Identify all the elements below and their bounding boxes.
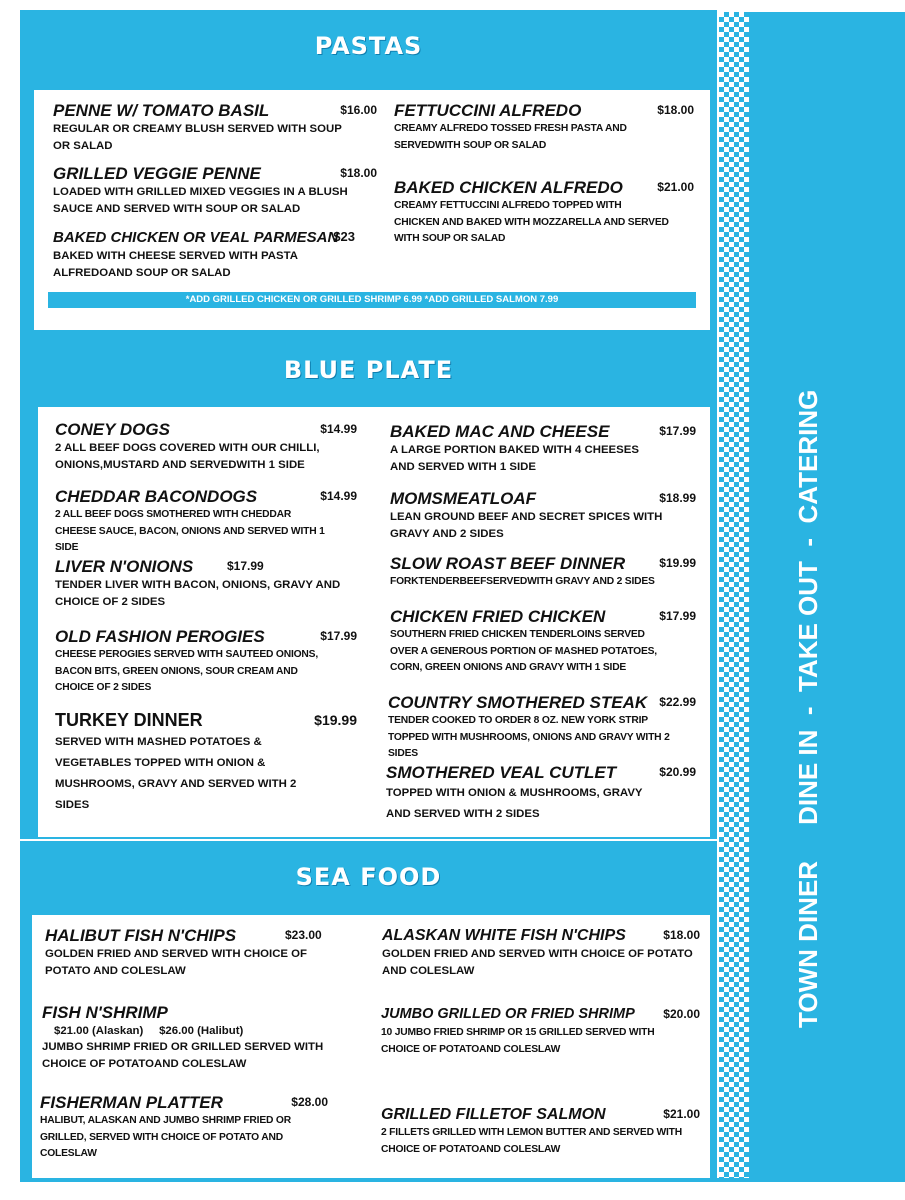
item-description: 10 JUMBO FRIED SHRIMP OR 15 GRILLED SERVED WITH CHOICE OF POTATOAND COLESLAW	[381, 1027, 655, 1055]
item-price: $18.00	[657, 103, 694, 117]
item-description: 2 FILLETS GRILLED WITH LEMON BUTTER AND SERVED WITH CHOICE OF POTATOAND COLESLAW	[381, 1127, 682, 1155]
restaurant-name: TOWN DINER	[793, 860, 823, 1028]
item-description: TENDER LIVER WITH BACON, ONIONS, GRAVY AND CHOICE OF 2 SIDES	[55, 579, 341, 608]
item-description: 2 ALL BEEF DOGS COVERED WITH OUR CHILLI, ONIONS,MUSTARD AND SERVEDWITH 1 SIDE	[55, 442, 320, 471]
item-name: HALIBUT FISH N'CHIPS	[45, 926, 237, 945]
item-price: $17.99	[659, 424, 696, 438]
menu-item	[382, 925, 700, 979]
item-price: $21.00	[663, 1107, 700, 1121]
menu-item	[55, 556, 357, 610]
menu-item	[381, 1104, 700, 1158]
item-name: TURKEY DINNER	[55, 710, 203, 730]
item-price: $14.99	[320, 422, 357, 436]
item-price: $18.00	[663, 928, 700, 942]
item-price: $14.99	[320, 489, 357, 503]
menu-item	[53, 227, 363, 281]
item-description: HALIBUT, ALASKAN AND JUMBO SHRIMP FRIED OR GRILLED, SERVED WITH CHOICE OF POTATO AND COLESLAW	[40, 1115, 291, 1159]
item-price: $17.99	[320, 629, 357, 643]
menu-item	[390, 488, 696, 542]
menu-item	[53, 100, 377, 154]
item-name: CHICKEN FRIED CHICKEN	[390, 607, 606, 626]
item-name: GRILLED VEGGIE PENNE	[53, 164, 261, 183]
item-description: GOLDEN FRIED AND SERVED WITH CHOICE OF POTATO AND COLESLAW	[382, 948, 693, 977]
item-description: 2 ALL BEEF DOGS SMOTHERED WITH CHEDDAR CHEESE SAUCE, BACON, ONIONS AND SERVED WITH 1 SIDE	[55, 509, 325, 553]
item-name: GRILLED FILLETOF SALMON	[381, 1106, 606, 1123]
item-price: $23.00	[285, 928, 322, 942]
pastas-heading: PASTAS	[314, 32, 423, 60]
item-description: LOADED WITH GRILLED MIXED VEGGIES IN A BLUSH SAUCE AND SERVED WITH SOUP OR SALAD	[53, 186, 348, 215]
item-description: CREAMY FETTUCCINI ALFREDO TOPPED WITH CHICKEN AND BAKED WITH MOZZARELLA AND SERVED WITH SOUP OR SALAD	[394, 200, 669, 244]
item-description: SOUTHERN FRIED CHICKEN TENDERLOINS SERVED OVER A GENEROUS PORTION OF MASHED POTATOES, CORN, GREEN ONIONS AND GRAVY WITH 1 SIDE	[390, 629, 657, 673]
services-text: DINE IN - TAKE OUT - CATERING	[793, 389, 823, 825]
checkered-border	[719, 12, 749, 1178]
item-name: PENNE W/ TOMATO BASIL	[53, 101, 270, 120]
item-description: CREAMY ALFREDO TOSSED FRESH PASTA AND SERVEDWITH SOUP OR SALAD	[394, 123, 627, 151]
menu-item	[53, 163, 377, 217]
item-price: $19.99	[314, 712, 357, 728]
item-price: $18.99	[659, 491, 696, 505]
menu-item	[45, 925, 335, 979]
item-price-options: $21.00 (Alaskan) $26.00 (Halibut)	[54, 1025, 244, 1037]
side-banner-text	[788, 28, 828, 1028]
item-price: $22.99	[659, 695, 696, 709]
item-price: $16.00	[340, 103, 377, 117]
menu-item	[55, 626, 357, 697]
item-price: $21.00	[657, 180, 694, 194]
menu-item	[390, 421, 696, 475]
item-price: $18.00	[340, 166, 377, 180]
item-price: $19.99	[659, 556, 696, 570]
menu-item	[55, 419, 357, 473]
item-price: $20.00	[663, 1007, 700, 1021]
menu-item	[55, 486, 357, 557]
item-name: OLD FASHION PEROGIES	[55, 627, 265, 646]
item-description: SERVED WITH MASHED POTATOES & VEGETABLES TOPPED WITH ONION & MUSHROOMS, GRAVY AND SERVED WITH 2 SIDES	[55, 736, 297, 811]
item-name: BAKED CHICKEN ALFREDO	[394, 178, 623, 197]
item-name: MOMSMEATLOAF	[390, 489, 537, 508]
item-description: REGULAR OR CREAMY BLUSH SERVED WITH SOUP OR SALAD	[53, 123, 342, 152]
menu-item	[394, 177, 694, 248]
item-name: FISHERMAN PLATTER	[40, 1093, 223, 1112]
add-on-banner: *ADD GRILLED CHICKEN OR GRILLED SHRIMP 6.99 *ADD GRILLED SALMON 7.99	[48, 292, 696, 308]
item-name: CHEDDAR BACONDOGS	[55, 487, 258, 506]
item-name: LIVER N'ONIONS	[55, 557, 194, 576]
menu-item	[42, 1002, 342, 1072]
item-name: FISH N'SHRIMP	[42, 1003, 168, 1022]
seafood-heading: SEA FOOD	[295, 863, 442, 891]
item-name: SLOW ROAST BEEF DINNER	[390, 554, 626, 573]
item-name: SMOTHERED VEAL CUTLET	[386, 763, 617, 782]
bottom-border	[20, 1178, 905, 1182]
item-name: BAKED CHICKEN OR VEAL PARMESAN	[53, 229, 339, 246]
item-description: BAKED WITH CHEESE SERVED WITH PASTA ALFREDOAND SOUP OR SALAD	[53, 250, 298, 279]
menu-item	[381, 1004, 700, 1058]
item-name: COUNTRY SMOTHERED STEAK	[388, 693, 648, 712]
item-description: LEAN GROUND BEEF AND SECRET SPICES WITH GRAVY AND 2 SIDES	[390, 511, 663, 540]
item-price: $23	[333, 229, 355, 244]
item-price: $20.99	[659, 765, 696, 779]
item-name: ALASKAN WHITE FISH N'CHIPS	[382, 927, 626, 944]
item-description: CHEESE PEROGIES SERVED WITH SAUTEED ONIONS, BACON BITS, GREEN ONIONS, SOUR CREAM AND CHOICE OF 2 SIDES	[55, 649, 318, 693]
menu-item	[40, 1092, 328, 1163]
item-name: BAKED MAC AND CHEESE	[390, 422, 610, 441]
menu-item	[55, 710, 357, 816]
item-description: A LARGE PORTION BAKED WITH 4 CHEESES AND SERVED WITH 1 SIDE	[390, 444, 639, 473]
blue-plate-heading: BLUE PLATE	[283, 356, 454, 384]
menu-item	[394, 100, 694, 154]
item-description: JUMBO SHRIMP FRIED OR GRILLED SERVED WITH CHOICE OF POTATOAND COLESLAW	[42, 1041, 324, 1070]
menu-item	[390, 553, 696, 591]
item-description: TOPPED WITH ONION & MUSHROOMS, GRAVY AND SERVED WITH 2 SIDES	[386, 787, 643, 820]
item-description: TENDER COOKED TO ORDER 8 OZ. NEW YORK STRIP TOPPED WITH MUSHROOMS, ONIONS AND GRAVY WITH 2 SIDES	[388, 715, 670, 759]
item-price: $17.99	[659, 609, 696, 623]
item-price: $17.99	[227, 559, 264, 573]
item-description: FORKTENDERBEEFSERVEDWITH GRAVY AND 2 SIDES	[390, 576, 655, 587]
item-description: GOLDEN FRIED AND SERVED WITH CHOICE OF POTATO AND COLESLAW	[45, 948, 307, 977]
menu-item	[388, 692, 696, 763]
menu-item	[390, 606, 696, 677]
item-name: JUMBO GRILLED OR FRIED SHRIMP	[381, 1006, 635, 1022]
menu-item	[386, 762, 696, 825]
item-name: FETTUCCINI ALFREDO	[394, 101, 582, 120]
item-price: $28.00	[291, 1095, 328, 1109]
item-name: CONEY DOGS	[55, 420, 170, 439]
